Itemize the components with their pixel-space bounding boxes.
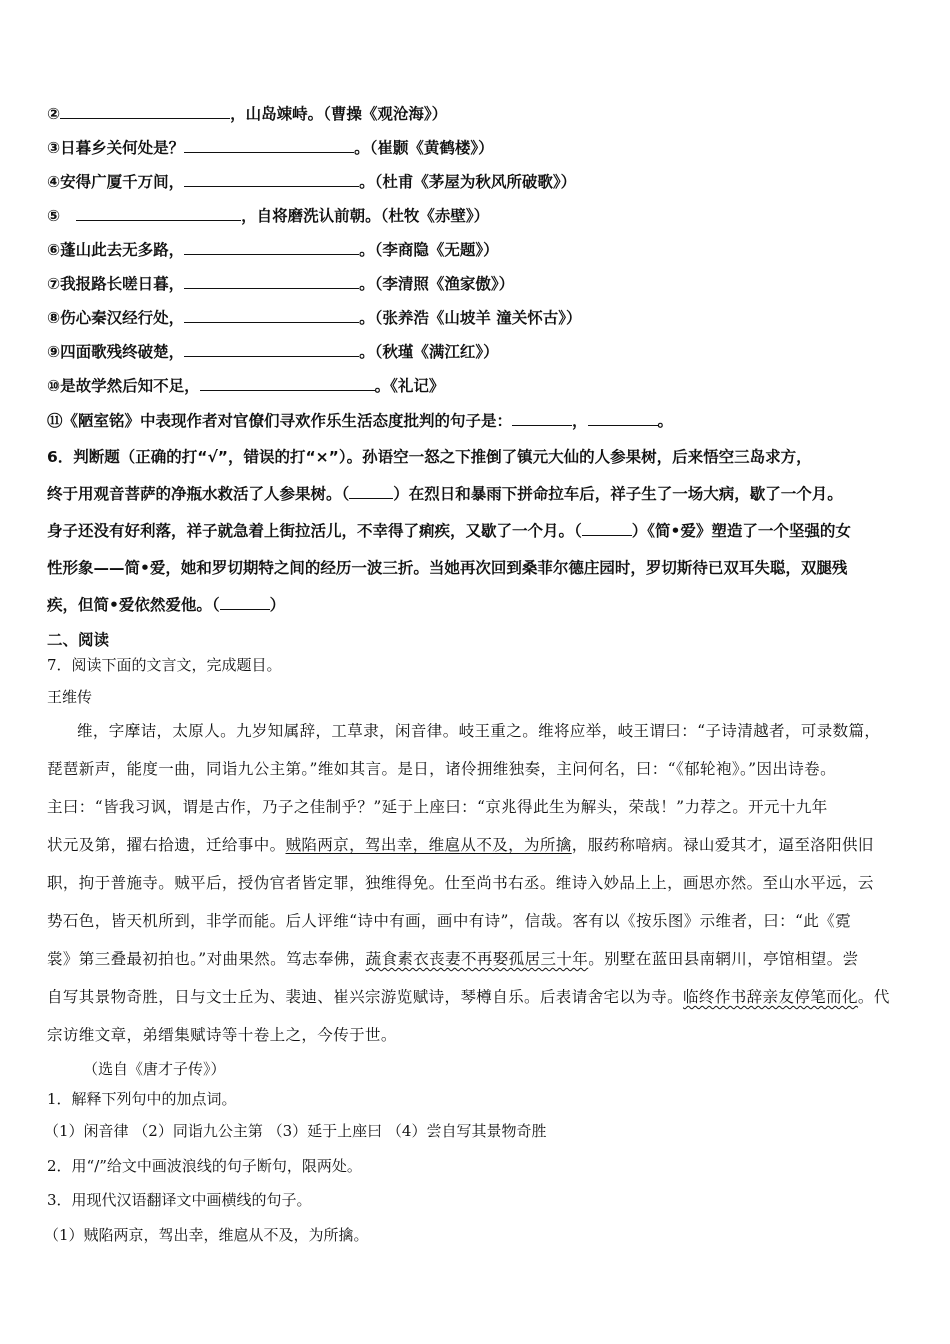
answer-blank[interactable] [184,138,354,153]
item-number: ⑤ [47,207,61,225]
passage-line: 自写其景物奇胜，日与文士丘为、裴迪、崔兴宗游览赋诗，琴樽自乐。后表请舍宅以为寺。临终作书辞亲友停笔而化。代 [47,988,890,1006]
passage-line: 宗访维文章，弟缙集赋诗等十卷上之，今传于世。 [47,1026,397,1044]
q6-line-5: 疾，但简•爱依然爱他。（ ） [47,596,286,614]
poem-line-5: ⑤ ，自将磨洗认前朝。（杜牧《赤壁》） [47,207,490,225]
answer-blank[interactable] [184,308,359,323]
q6-line-1: 6．判断题（正确的打“√”，错误的打“×”）。孙语空一怒之下推倒了镇元大仙的人参果树，后来悟空三岛求方， [47,448,812,466]
question-2: 2．用“/”给文中画波浪线的句子断句，限两处。 [47,1157,362,1175]
poem-line-7: ⑦我报路长嗟日暮， 。（李清照《渔家傲》） [47,275,515,293]
item-number: ⑪ [47,412,63,430]
q7-intro: 7．阅读下面的文言文，完成题目。 [47,656,282,674]
judgment-blank[interactable] [582,521,632,536]
passage-line: 职，拘于普施寺。贼平后，授伪官者皆定罪，独维得免。仕至尚书右丞。维诗入妙品上上，画思亦然。至山水平远，云 [47,874,874,892]
passage-line: 琵琶新声，能度一曲，同诣九公主第。”维如其言。是日，诸伶拥维独奏，主问何名，曰：“《郁轮袍》。”因出诗卷。 [47,760,836,778]
item-number: ④ [47,173,61,191]
question-1-items: （1）闲音律 （2）同诣九公主第 （3）延于上座曰 （4）尝自写其景物奇胜 [44,1122,547,1140]
item-number: ⑥ [47,241,61,259]
wavy-underlined-sentence: 临终作书辞亲友停笔而化 [683,988,858,1006]
answer-blank[interactable] [588,411,658,426]
passage-line: 势石色，皆天机所到，非学而能。后人评维“诗中有画，画中有诗”，信哉。客有以《按乐图》示维者，曰：“此《霓 [47,912,852,930]
answer-blank[interactable] [512,411,572,426]
q6-line-3: 身子还没有好利落，祥子就急着上街拉活儿，不幸得了痢疾，又歇了一个月。（ ）《简•爱》塑造了一个坚强的女 [47,522,851,540]
passage-line: 裳》第三叠最初拍也。”对曲果然。笃志奉佛，蔬食素衣丧妻不再娶孤居三十年。别墅在蓝田县南辋川，亭馆相望。尝 [47,950,859,968]
poem-line-3: ③日暮乡关何处是？ 。（崔颢《黄鹤楼》） [47,139,494,157]
poem-line-8: ⑧伤心秦汉经行处， 。（张养浩《山坡羊 潼关怀古》） [47,309,582,327]
item-number: ⑧ [47,309,61,327]
poem-line-11: ⑪《陋室铭》中表现作者对官僚们寻欢作乐生活态度批判的句子是： ， 。 [47,412,674,430]
q6-line-4: 性形象——简•爱，她和罗切期特之间的经历一波三折。当她再次回到桑菲尔德庄园时，罗切斯待已双耳失聪，双腿残 [47,559,848,577]
question-3-item-1: （1）贼陷两京，驾出幸，维扈从不及，为所擒。 [44,1226,369,1244]
item-number: ② [47,105,61,123]
answer-blank[interactable] [60,104,230,119]
answer-blank[interactable] [184,172,359,187]
item-number: ⑨ [47,343,61,361]
item-number: ⑦ [47,275,61,293]
poem-line-6: ⑥蓬山此去无多路， 。（李商隐《无题》） [47,241,499,259]
poem-line-10: ⑩是故学然后知不足， 。《礼记》 [47,377,445,395]
wavy-underlined-sentence: 蔬食素衣丧妻不再娶孤居三十年 [365,950,589,968]
passage-line: 维，字摩诘，太原人。九岁知属辞，工草隶，闲音律。岐王重之。维将应举，岐王谓曰：“子诗清越者，可录数篇， [77,722,881,740]
judgment-blank[interactable] [220,595,270,610]
answer-blank[interactable] [184,240,359,255]
poem-line-2: ② ，山岛竦峙。（曹操《观沧海》） [47,105,448,123]
poem-line-9: ⑨四面歌残终破楚， 。（秋瑾《满江红》） [47,343,499,361]
section-heading: 二、阅读 [47,631,110,649]
poem-line-4: ④安得广厦千万间， 。（杜甫《茅屋为秋风所破歌》） [47,173,577,191]
item-number: ⑩ [47,377,61,395]
passage-line: 状元及第，擢右拾遗，迁给事中。贼陷两京，驾出幸，维扈从不及，为所擒，服药称喑病。禄山爱其才，逼至洛阳供旧 [47,836,874,854]
q6-line-2: 终于用观音菩萨的净瓶水救活了人参果树。（ ）在烈日和暴雨下拼命拉车后，祥子生了一场大病，歇了一个月。 [47,485,843,503]
passage-line: 主曰：“皆我习讽，谓是古作，乃子之佳制乎？”延于上座曰：“京兆得此生为解头，荣哉！”力荐之。开元十九年 [47,798,828,816]
answer-blank[interactable] [200,376,375,391]
underlined-sentence: 贼陷两京，驾出幸，维扈从不及，为所擒 [285,836,572,854]
answer-blank[interactable] [76,206,241,221]
passage-source: （选自《唐才子传》） [83,1060,226,1078]
passage-title: 王维传 [47,688,93,706]
question-3: 3．用现代汉语翻译文中画横线的句子。 [47,1191,312,1209]
answer-blank[interactable] [184,274,359,289]
judgment-blank[interactable] [349,484,393,499]
question-1: 1．解释下列句中的加点词。 [47,1090,237,1108]
answer-blank[interactable] [184,342,359,357]
item-number: ③ [47,139,61,157]
